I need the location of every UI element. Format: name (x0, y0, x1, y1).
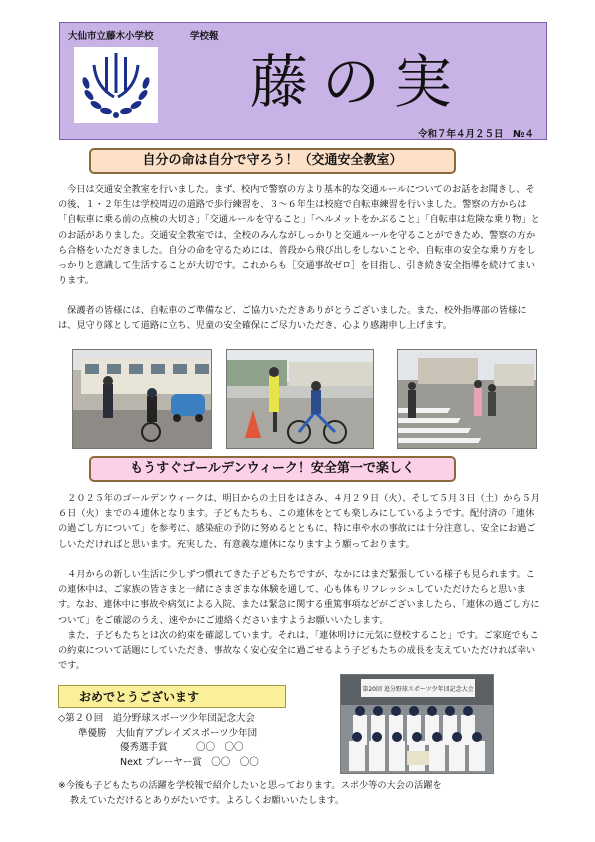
congrats-list (58, 712, 259, 770)
footer-note (58, 778, 540, 808)
issue-date: 令和７年４月２５日 №４ (418, 129, 534, 140)
photo-bicycle-practice (72, 349, 212, 449)
golden-week-paragraph-2: ４月からの新しい生活に少しずつ慣れてきた子どもたちですが、なかにはまだ緊張している様子も見られます。この連休中は、ご家族の皆さまと一緒にさまざまな体験を通して、心も体もリフレッシュしていただけたらと思います。なお、連休中に事故や病気による入院、または緊急に関する重篤事項などがございましたら、「連休の過ごし方について」をご確認のうえ、速やかにご連絡くださいますようお願いいたします。 (58, 569, 540, 626)
photo-cone-course (226, 349, 374, 449)
section-heading-traffic-safety: 自分の命は自分で守ろう！（交通安全教室） (89, 148, 456, 174)
paper-label: 学校報 (190, 31, 219, 42)
congrats-award-1: 優秀選手賞 〇〇 〇〇 (120, 742, 244, 753)
golden-week-paragraph-3: また、子どもたちとは次の約束を確認しています。それは、「連休明けに元気に登校すること」です。ご家庭でもこの約束について話題にしていただき、事故なく安心安全に過ごせるよう子どもたちの成長を支えていただければ幸いです。 (58, 630, 539, 672)
congrats-event: ◇第２０回 追分野球スポーツ少年団記念大会 (58, 713, 255, 724)
golden-week-paragraph-1: ２０２５年のゴールデンウィークは、明日からの土日をはさみ、４月２９日（火）、そして５月３日（土）から５月６日（火）までの４連休となります。子どもたちも、この連休をとても楽しみにしているようです。配付済の「連休の過ごし方について」を参考に、感染症の予防に努めるとともに、特に車や水の事故には十分注意し、安全にお過ごしいただければと思います。充実した、有意義な連休になりますよう願っております。 (58, 493, 540, 550)
footer-line-1: ※今後も子どもたちの活躍を学校報で紹介したいと思っております。スポ少等の大会の活躍を (58, 780, 442, 791)
traffic-safety-paragraph-2: 保護者の皆様には、自転車のご準備など、ご協力いただきありがとうございました。また、校外指導部の皆様には、見守り隊として道路に立ち、児童の安全確保にご尽力いただき、心より感謝申し上げます。 (58, 305, 527, 332)
masthead (59, 22, 547, 140)
photo-baseball-team (340, 674, 494, 774)
congrats-winner: 準優勝 大仙育アプレイズスポーツ少年団 (78, 727, 258, 739)
school-name: 大仙市立藤木小学校 (68, 31, 154, 42)
footer-line-2: 教えていただけるとありがたいです。よろしくお願いいたします。 (70, 795, 345, 806)
congrats-heading: おめでとうございます (58, 685, 286, 708)
photo-crosswalk-walking (397, 349, 537, 449)
section-heading-golden-week: もうすぐゴールデンウィーク！安全第一で楽しく (89, 456, 456, 482)
team-photo-banner-text: 第20回 追分野球スポーツ少年団記念大会 (362, 686, 474, 693)
congrats-award-2: Next プレーヤー賞 〇〇 〇〇 (120, 756, 259, 768)
traffic-safety-paragraph-1: 今日は交通安全教室を行いました。まず、校内で警察の方より基本的な交通ルールについてのお話をお聞きし、その後、１・２年生は学校周辺の道路で歩行練習を、３～６年生は校庭で自転車練習を行いました。警察の方からは「自転車に乗る前の点検の大切さ」「交通ルールを守ること」「ヘルメットをかぶること」「自転車は危険な乗り物」とのお話がありました。交通安全教室では、全校のみんながしっかりと交通ルールを守ることができため、警察の方から合格をいただきました。自分の命を守るためには、普段から飛び出しをしないことや、自転車の安全な乗り方をしっかりと意識して生活することが大切です。これからも［交通事故ゼロ］を目指し、引き続き安全指導を続けてまいります。 (58, 184, 540, 287)
school-logo-icon (74, 47, 158, 123)
newsletter-title: 藤の実 (250, 48, 467, 116)
